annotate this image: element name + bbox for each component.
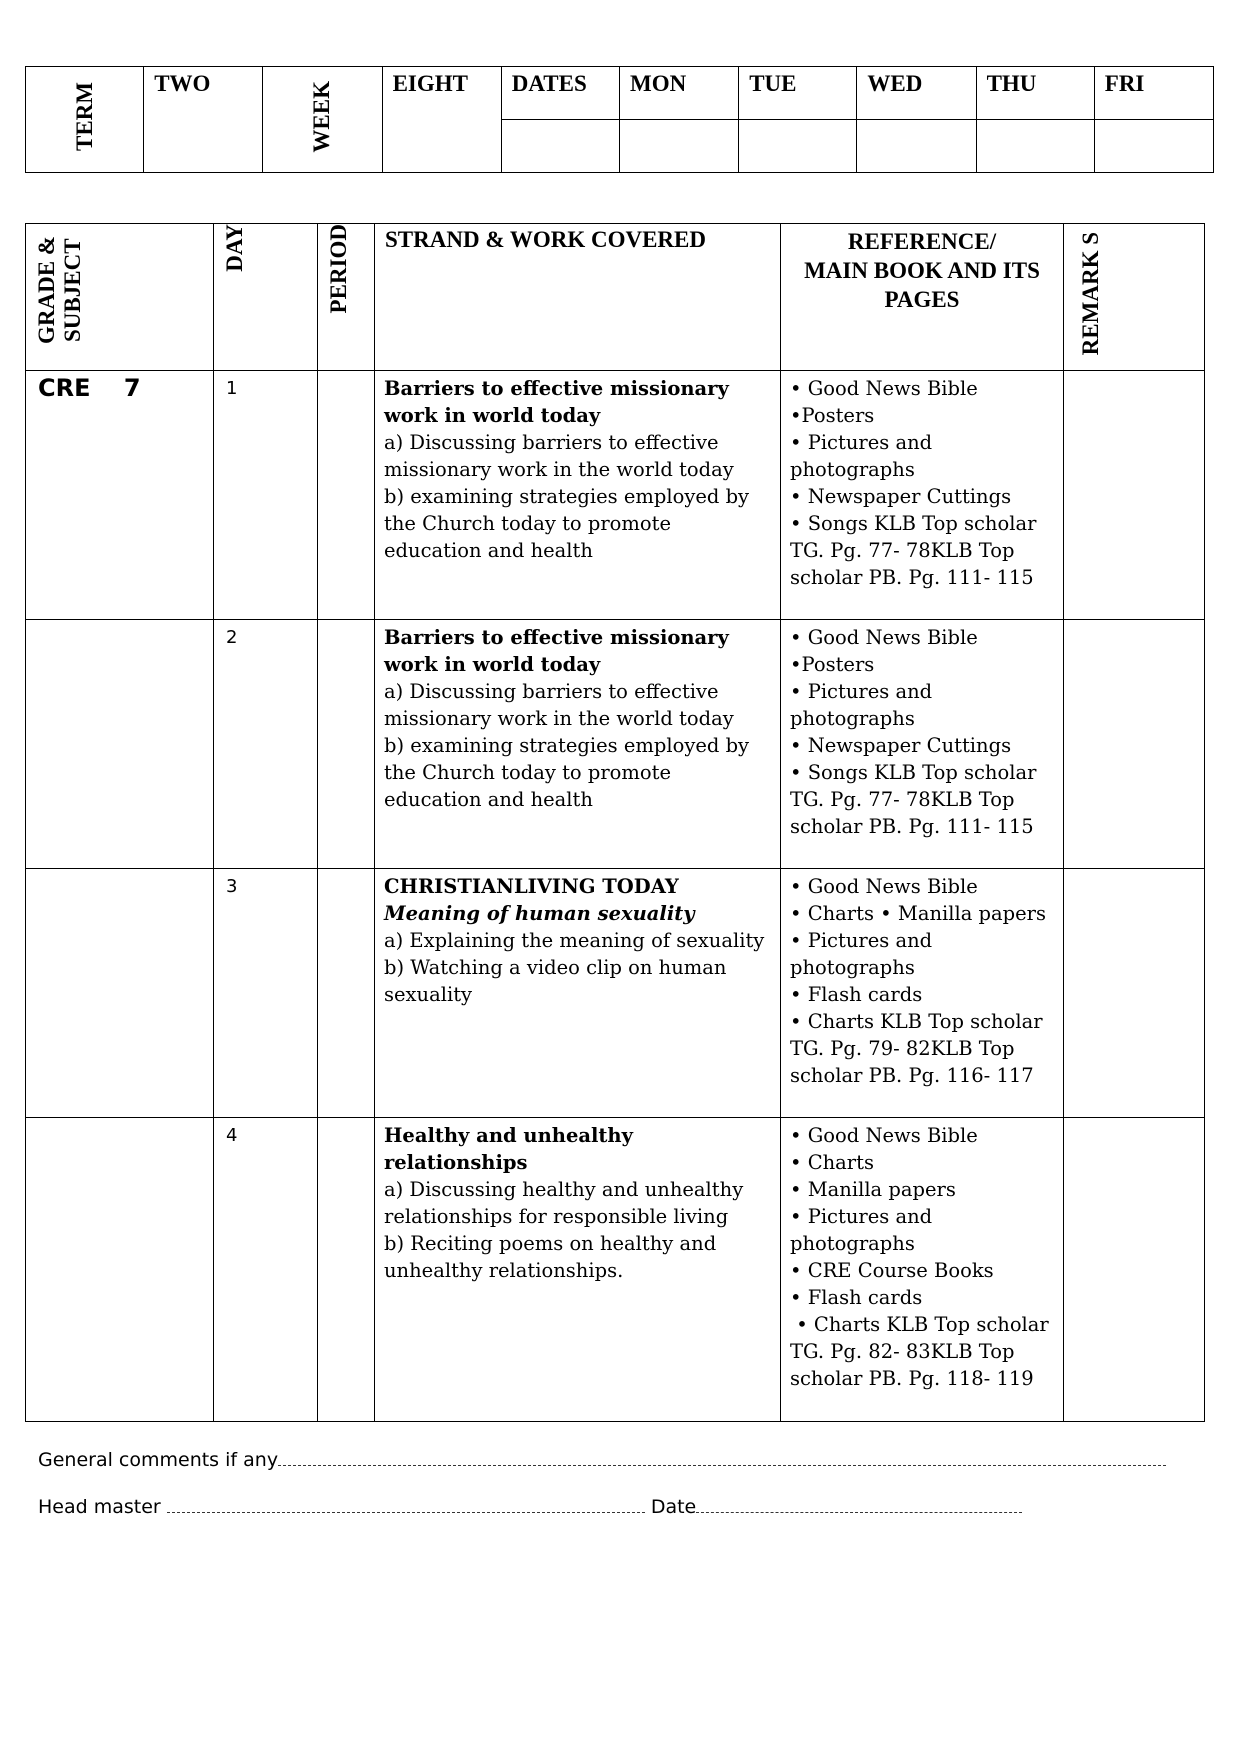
activity-line: a) Discussing barriers to effective missionary work in the world today bbox=[384, 680, 734, 730]
reference-item: • Charts KLB Top scholar TG. Pg. 79- 82KLB Top scholar PB. Pg. 116- 117 bbox=[790, 1010, 1043, 1087]
day-cell: 4 bbox=[214, 1118, 318, 1422]
grade-subject-cell: CRE 7 bbox=[26, 371, 214, 620]
table-row bbox=[26, 1118, 1205, 1422]
reference-item: • Charts bbox=[790, 1151, 874, 1174]
period-cell bbox=[318, 869, 375, 1118]
grade-subject-cell bbox=[26, 620, 214, 869]
period-cell bbox=[318, 371, 375, 620]
reference-item: • Songs KLB Top scholar TG. Pg. 77- 78KLB Top scholar PB. Pg. 111- 115 bbox=[790, 761, 1037, 838]
activity-line: b) Reciting poems on healthy and unhealthy relationships. bbox=[384, 1232, 717, 1282]
period-header-cell bbox=[318, 224, 375, 371]
date-cell-mon bbox=[619, 120, 738, 173]
general-comments-line bbox=[38, 1447, 1166, 1471]
strand-title: CHRISTIANLIVING TODAY bbox=[384, 875, 679, 898]
day-header-mon: MON bbox=[619, 67, 738, 120]
remarks-header: REMARK S bbox=[1078, 232, 1103, 356]
strand-title: Healthy and unhealthy relationships bbox=[384, 1124, 633, 1174]
work-covered-cell bbox=[375, 1118, 781, 1422]
reference-item: • Newspaper Cuttings bbox=[790, 734, 1012, 757]
remarks-cell bbox=[1064, 869, 1205, 1118]
reference-item: • Pictures and photographs bbox=[790, 929, 933, 979]
strand-header: STRAND & WORK COVERED bbox=[375, 224, 781, 371]
reference-item: • Flash cards bbox=[790, 983, 923, 1006]
date-dotted-line bbox=[696, 1494, 1022, 1513]
day-cell: 2 bbox=[214, 620, 318, 869]
table-row bbox=[26, 371, 1205, 620]
work-covered-cell bbox=[375, 371, 781, 620]
sub-strand-title: Meaning of human sexuality bbox=[384, 902, 695, 925]
dates-label: DATES bbox=[501, 67, 619, 120]
day-cell: 3 bbox=[214, 869, 318, 1118]
reference-item: • Charts KLB Top scholar TG. Pg. 82- 83KLB Top scholar PB. Pg. 118- 119 bbox=[790, 1313, 1055, 1390]
activity-line: b) examining strategies employed by the Church today to promote education and health bbox=[384, 734, 750, 811]
reference-item: • Good News Bible bbox=[790, 875, 978, 898]
remarks-header-cell bbox=[1064, 224, 1205, 371]
scheme-of-work-table bbox=[25, 223, 1205, 1422]
day-header-cell bbox=[214, 224, 318, 371]
reference-cell bbox=[781, 371, 1064, 620]
reference-item: • Good News Bible bbox=[790, 377, 978, 400]
grade-subject-header: GRADE & SUBJECT bbox=[34, 236, 85, 344]
period-cell bbox=[318, 620, 375, 869]
reference-item: • Good News Bible bbox=[790, 1124, 978, 1147]
general-comments-label: General comments if any bbox=[38, 1449, 279, 1471]
reference-item: • Manilla papers bbox=[790, 1178, 956, 1201]
activity-line: b) examining strategies employed by the Church today to promote education and health bbox=[384, 485, 750, 562]
activity-line: a) Discussing barriers to effective missionary work in the world today bbox=[384, 431, 734, 481]
dates-blank-cell bbox=[501, 120, 619, 173]
activity-line: b) Watching a video clip on human sexuality bbox=[384, 956, 727, 1006]
reference-item: • CRE Course Books bbox=[790, 1259, 994, 1282]
remarks-cell bbox=[1064, 371, 1205, 620]
table-row bbox=[26, 869, 1205, 1118]
week-value: EIGHT bbox=[382, 67, 501, 173]
activity-line: a) Explaining the meaning of sexuality bbox=[384, 929, 765, 952]
reference-cell bbox=[781, 869, 1064, 1118]
date-cell-tue bbox=[739, 120, 857, 173]
period-header: PERIOD bbox=[326, 224, 351, 314]
grade-subject-header-cell bbox=[26, 224, 214, 371]
reference-item: • Pictures and photographs bbox=[790, 1205, 933, 1255]
reference-cell bbox=[781, 620, 1064, 869]
reference-item: • Flash cards bbox=[790, 1286, 923, 1309]
reference-cell bbox=[781, 1118, 1064, 1422]
period-cell bbox=[318, 1118, 375, 1422]
date-label: Date bbox=[650, 1496, 697, 1518]
term-label-cell bbox=[26, 67, 144, 173]
activity-line: a) Discussing healthy and unhealthy relationships for responsible living bbox=[384, 1178, 744, 1228]
term-label: TERM bbox=[71, 82, 97, 151]
term-week-table bbox=[25, 66, 1214, 173]
reference-item: • Charts • Manilla papers bbox=[790, 902, 1047, 925]
headmaster-signature-line bbox=[38, 1494, 1022, 1518]
reference-header-line1: REFERENCE/ bbox=[847, 229, 997, 254]
work-covered-cell bbox=[375, 620, 781, 869]
date-cell-fri bbox=[1094, 120, 1213, 173]
date-cell-thu bbox=[976, 120, 1094, 173]
headmaster-dotted-line bbox=[167, 1494, 645, 1513]
day-header-tue: TUE bbox=[739, 67, 857, 120]
reference-item: • Pictures and photographs bbox=[790, 680, 933, 730]
table-header-row bbox=[26, 224, 1205, 371]
day-header-thu: THU bbox=[976, 67, 1094, 120]
reference-item: • Pictures and photographs bbox=[790, 431, 933, 481]
reference-item: • Newspaper Cuttings bbox=[790, 485, 1012, 508]
week-label-cell bbox=[263, 67, 382, 173]
date-cell-wed bbox=[857, 120, 976, 173]
remarks-cell bbox=[1064, 620, 1205, 869]
table-row bbox=[26, 620, 1205, 869]
grade-subject-cell bbox=[26, 1118, 214, 1422]
grade-subject-cell bbox=[26, 869, 214, 1118]
week-label: WEEK bbox=[309, 80, 335, 153]
day-header-wed: WED bbox=[857, 67, 976, 120]
reference-item: • Songs KLB Top scholar TG. Pg. 77- 78KLB Top scholar PB. Pg. 111- 115 bbox=[790, 512, 1037, 589]
day-header-fri: FRI bbox=[1094, 67, 1213, 120]
reference-item: • Good News Bible bbox=[790, 626, 978, 649]
reference-header bbox=[781, 224, 1064, 371]
reference-item: •Posters bbox=[790, 404, 875, 427]
day-header: DAY bbox=[222, 224, 247, 272]
strand-title: Barriers to effective missionary work in world today bbox=[384, 626, 729, 676]
strand-title: Barriers to effective missionary work in world today bbox=[384, 377, 729, 427]
term-value: TWO bbox=[144, 67, 263, 173]
reference-header-line2: MAIN BOOK AND ITS PAGES bbox=[804, 258, 1040, 312]
general-comments-dotted-line bbox=[278, 1447, 1166, 1466]
reference-item: •Posters bbox=[790, 653, 875, 676]
work-covered-cell bbox=[375, 869, 781, 1118]
day-cell: 1 bbox=[214, 371, 318, 620]
remarks-cell bbox=[1064, 1118, 1205, 1422]
headmaster-label: Head master bbox=[38, 1496, 161, 1518]
